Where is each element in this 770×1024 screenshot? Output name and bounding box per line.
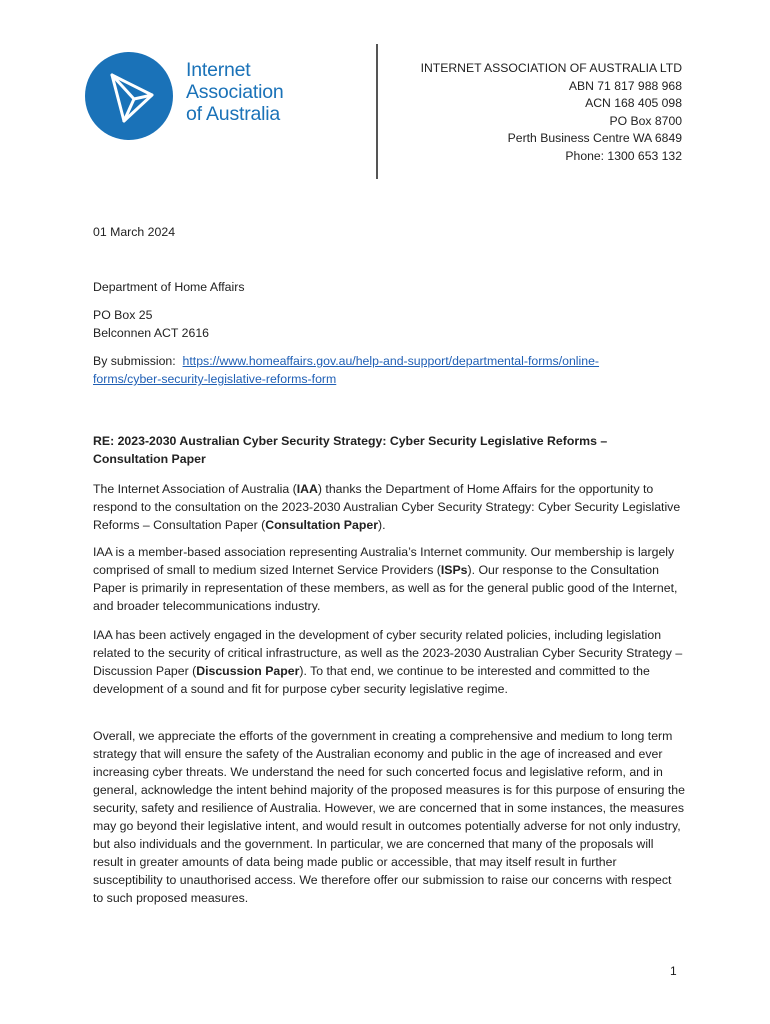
organisation-logo — [84, 51, 294, 141]
defined-term: Discussion Paper — [196, 664, 300, 678]
defined-term: ISPs — [440, 563, 468, 577]
paragraph-3: IAA has been actively engaged in the development of cyber security related policies, including legislation related to the security of critical infrastructure, as well as the 2023-2030 Australian Cyber Security Strategy – Discussion Paper (Discussion Paper). To that end, we continue to be interested and committed to the development of a sound and fit for purpose cyber security legislative regime. — [93, 628, 683, 696]
defined-term: Consultation Paper — [265, 518, 378, 532]
recipient-city: Belconnen ACT 2616 — [93, 326, 209, 340]
subject-line-2: Consultation Paper — [93, 452, 206, 466]
recipient-name: Department of Home Affairs — [93, 280, 245, 294]
logo-line-2: Association — [186, 81, 284, 103]
address-line: PO Box 8700 — [609, 113, 682, 128]
header-divider — [376, 44, 378, 179]
letter-date: 01 March 2024 — [93, 225, 176, 239]
defined-term: IAA — [296, 482, 318, 496]
paragraph-2: IAA is a member-based association representing Australia’s Internet community. Our membership is largely comprised of small to medium sized Internet Service Providers (ISPs). Our response to the Consultation Paper is primarily in representation of these members, as well as for the general public good of the Internet, and broader telecommunications industry. — [93, 545, 678, 613]
paragraph-1: The Internet Association of Australia (IAA) thanks the Department of Home Affairs for the opportunity to respond to the consultation on the 2023-2030 Australian Cyber Security Strategy: Cyber Security Legislative Reforms – Consultation Paper (Consultation Paper). — [93, 482, 681, 532]
logo-line-3: of Australia — [186, 103, 281, 125]
address-line: Phone: 1300 653 132 — [565, 148, 682, 163]
submission-line — [93, 352, 599, 370]
iaa-triangle-logo-icon — [84, 51, 174, 141]
address-line: ACN 168 405 098 — [585, 96, 682, 110]
recipient-po-box: PO Box 25 — [93, 308, 153, 322]
address-line: INTERNET ASSOCIATION OF AUSTRALIA LTD — [420, 61, 682, 75]
subject-line-1: RE: 2023-2030 Australian Cyber Security Strategy: Cyber Security Legislative Reforms – — [93, 434, 608, 448]
logo-wordmark — [186, 59, 284, 125]
submission-link[interactable]: https://www.homeaffairs.gov.au/help-and-support/departmental-forms/online- — [182, 354, 600, 368]
submission-link-part-2[interactable]: forms/cyber-security-legislative-reforms-form — [93, 372, 337, 386]
sender-address-block — [421, 60, 682, 165]
submission-link-continued — [93, 370, 336, 388]
page-number: 1 — [670, 964, 677, 978]
address-line: ABN 71 817 988 968 — [568, 78, 682, 93]
paragraph-4: Overall, we appreciate the efforts of the government in creating a comprehensive and medium to long term strategy that will ensure the safety of the Australian economy and public in the age of increased and ever increasing cyber threats. We understand the need for such concerted focus and legislative reform, and in general, acknowledge the intent behind majority of the proposed measures is for this purpose of ensuring the security, safety and resilience of Australia. However, we are concerned that in some instances, the measures may go beyond their legislative intent, and would result in outcomes potentially adverse for not only industry, but also individuals and the government. In particular, we are concerned that many of the proposals will result in greater amounts of data being made public or accessible, that may itself result in further susceptibility to unauthorised access. We therefore offer our submission to raise our concerns with respect to such proposed measures. — [93, 729, 685, 905]
logo-line-1: Internet — [186, 59, 251, 81]
address-line: Perth Business Centre WA 6849 — [507, 131, 682, 145]
submission-label: By submission: — [93, 354, 176, 368]
